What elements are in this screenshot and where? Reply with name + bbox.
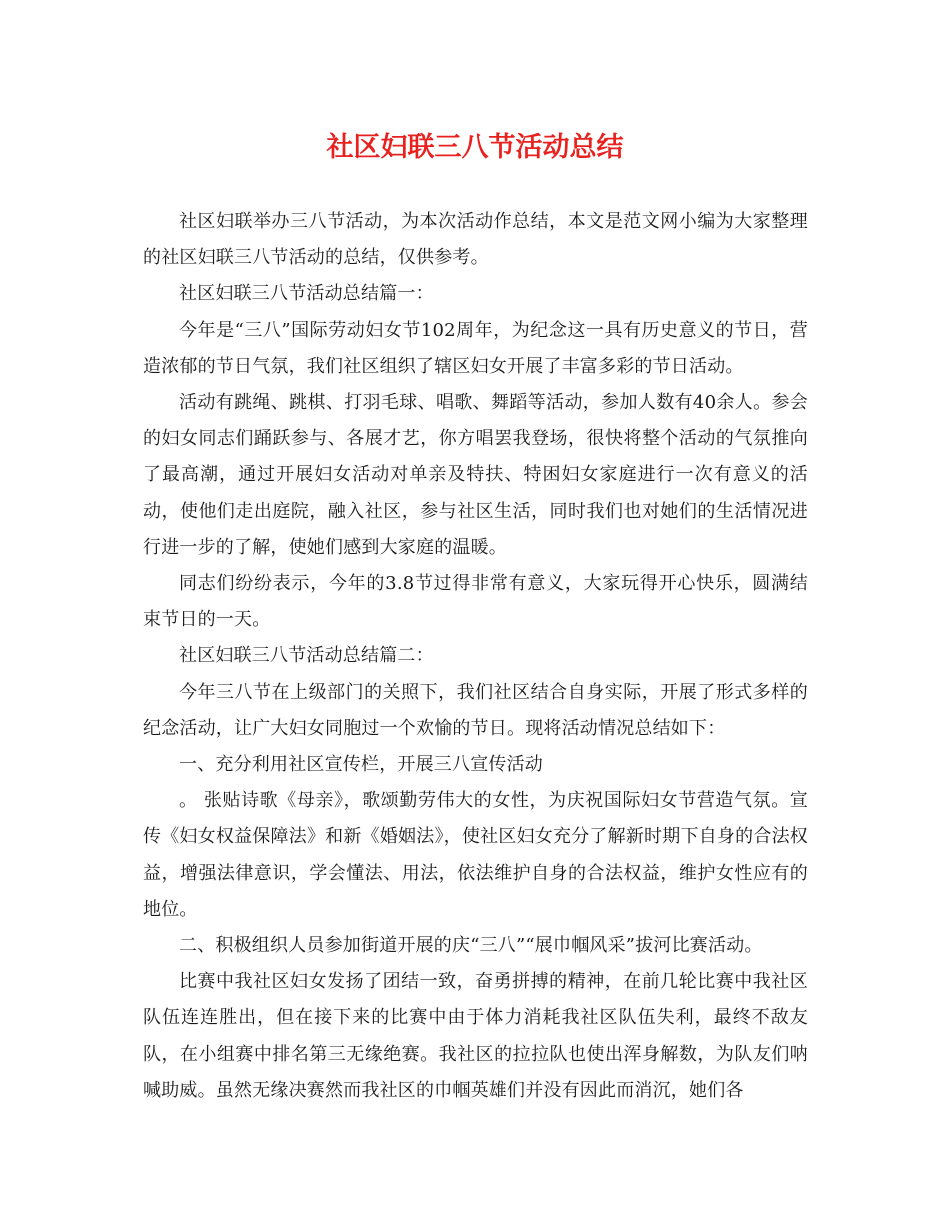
document-title: 社区妇联三八节活动总结: [326, 132, 624, 163]
paragraph: 同志们纷纷表示，今年的3.8节过得非常有意义，大家玩得开心快乐，圆满结束节日的一天。: [143, 573, 808, 631]
paragraph: 今年是“三八”国际劳动妇女节102周年，为纪念这一具有历史意义的节日，营造浓郁的节日气氛，我们社区组织了辖区妇女开展了丰富多彩的节日活动。: [143, 319, 808, 377]
section-heading-part-two: 社区妇联三八节活动总结篇二：: [179, 645, 434, 667]
paragraph-intro: 社区妇联举办三八节活动，为本次活动作总结，本文是范文网小编为大家整理的社区妇联三八节活动的总结，仅供参考。: [143, 211, 808, 269]
paragraph: 活动有跳绳、跳棋、打羽毛球、唱歌、舞蹈等活动，参加人数有40余人。参会的妇女同志们踊跃参与、各展才艺，你方唱罢我登场，很快将整个活动的气氛推向了最高潮，通过开展妇女活动对单亲及特扶、特困妇女家庭进行一次有意义的活动，使他们走出庭院，融入社区，参与社区生活，同时我们也对她们的生活情况进行进一步的了解，使她们感到大家庭的温暖。: [143, 392, 808, 558]
section-heading-part-one: 社区妇联三八节活动总结篇一：: [179, 283, 434, 305]
subheading-one: 一、充分利用社区宣传栏，开展三八宣传活动: [179, 754, 543, 776]
paragraph: 比赛中我社区妇女发扬了团结一致，奋勇拼搏的精神，在前几轮比赛中我社区队伍连连胜出，但在接下来的比赛中由于体力消耗我社区队伍失利，最终不敌友队，在小组赛中排名第三无缘绝赛。我社区的拉拉队也使出浑身解数，为队友们呐喊助威。虽然无缘决赛然而我社区的巾帼英雄们并没有因此而消沉，她们各: [143, 971, 808, 1101]
paragraph: 。 张贴诗歌《母亲》，歌颂勤劳伟大的女性，为庆祝国际妇女节营造气氛。宣传《妇女权益保障法》和新《婚姻法》，使社区妇女充分了解新时期下自身的合法权益，增强法律意识，学会懂法、用法，依法维护自身的合法权益，维护女性应有的地位。: [143, 790, 808, 920]
document-body: [143, 204, 808, 1109]
paragraph: 今年三八节在上级部门的关照下，我们社区结合自身实际，开展了形式多样的纪念活动，让广大妇女同胞过一个欢愉的节日。现将活动情况总结如下：: [143, 681, 808, 739]
subheading-two: 二、积极组织人员参加街道开展的庆“三八”“展巾帼风采”拔河比赛活动。: [179, 935, 763, 957]
